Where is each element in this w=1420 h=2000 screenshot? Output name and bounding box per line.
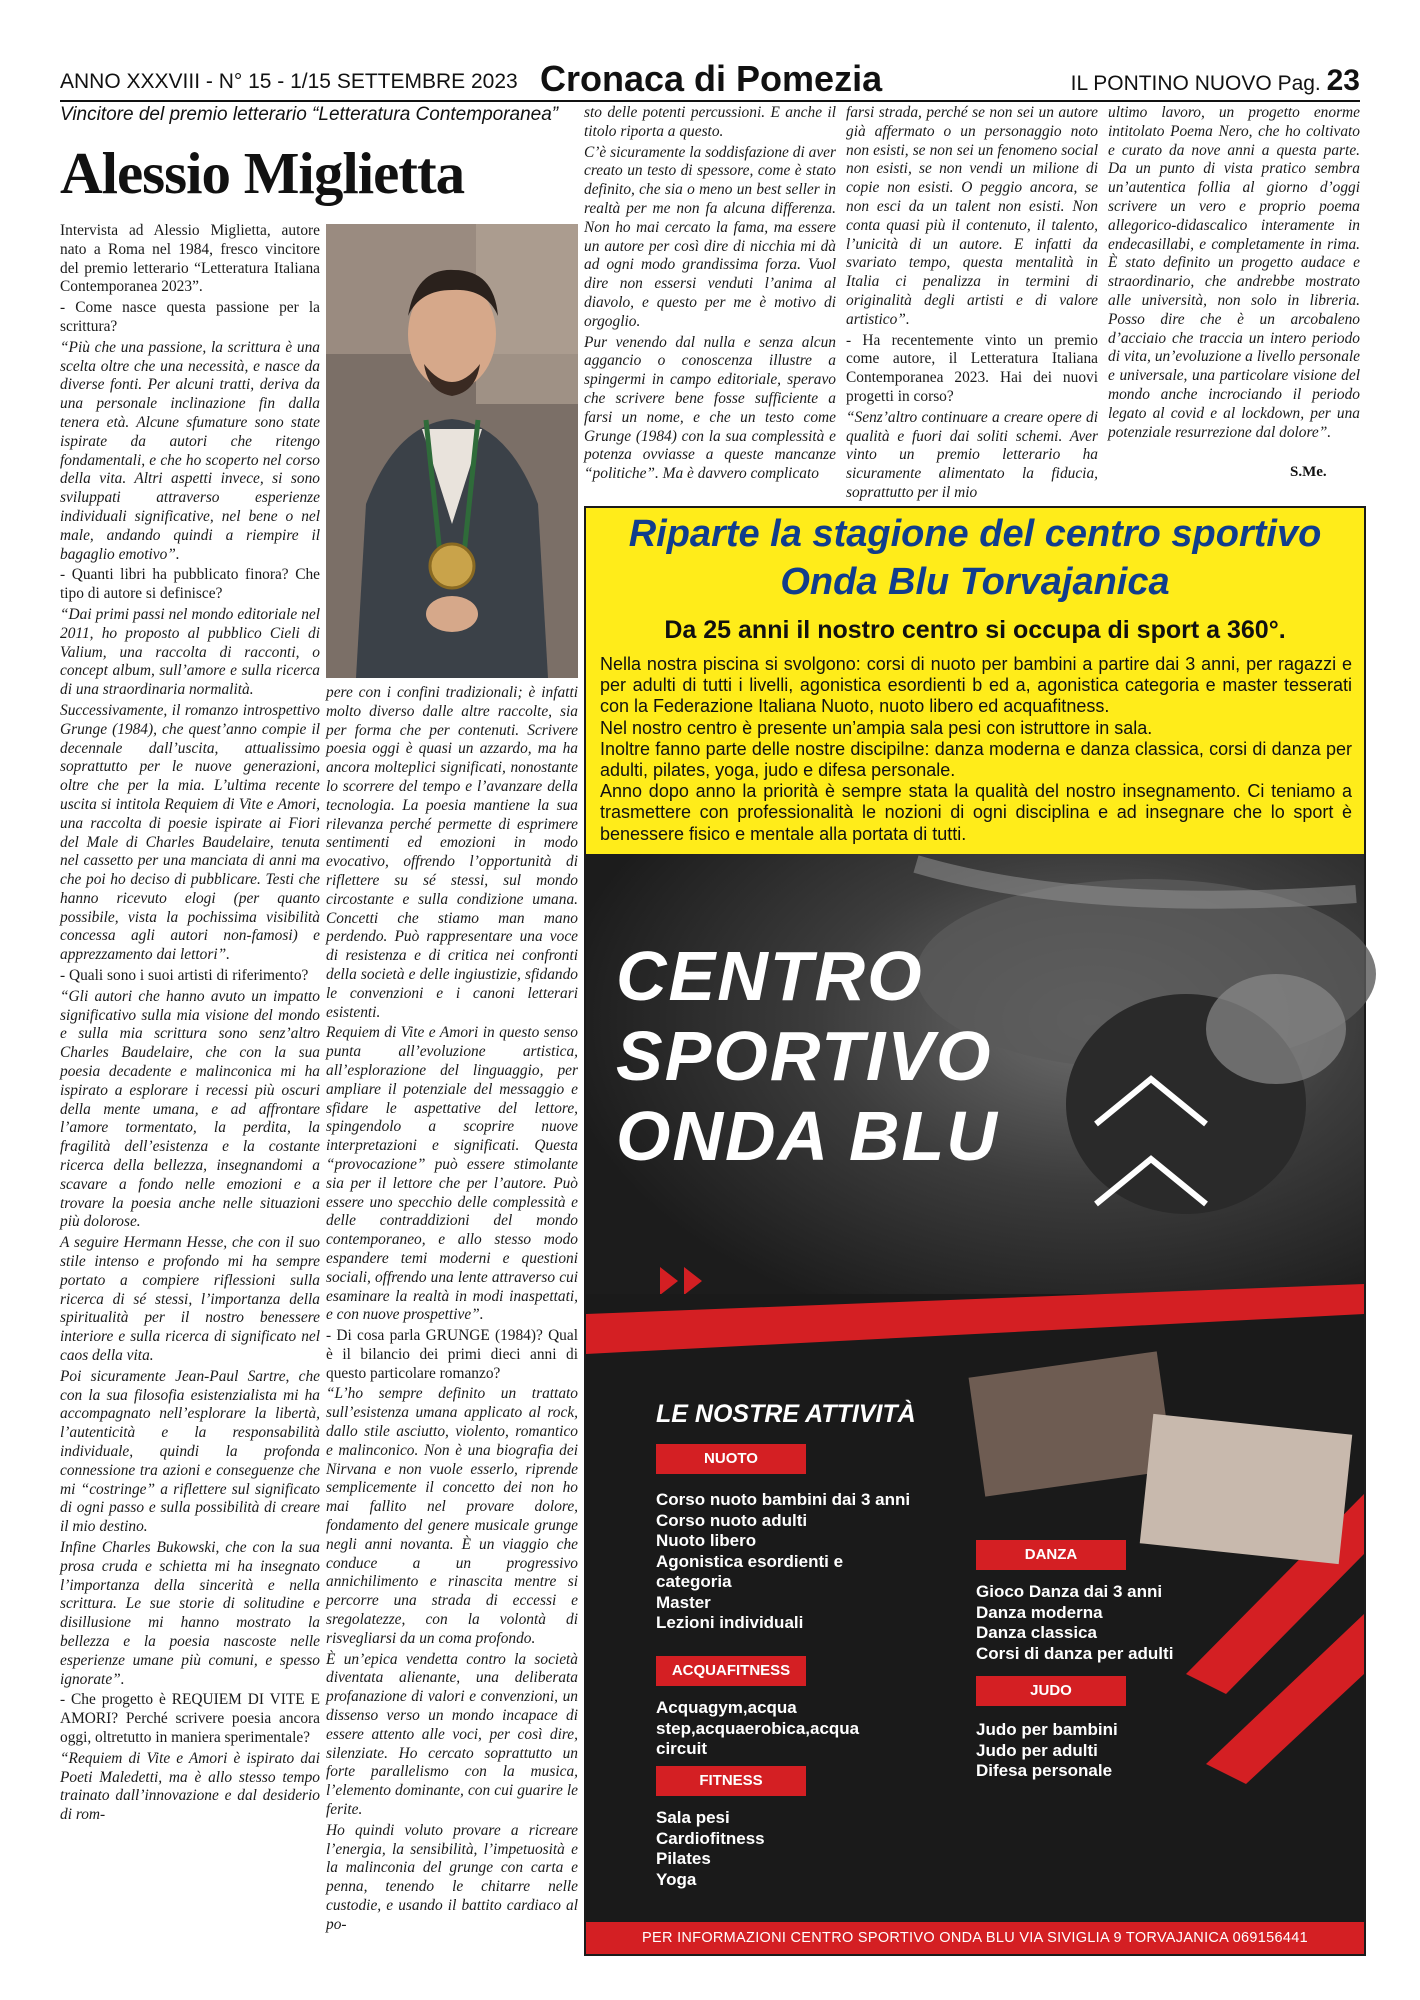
publication-name: IL PONTINO NUOVO Pag. bbox=[1070, 72, 1321, 95]
article-paragraph: Requiem di Vite e Amori in questo senso punta all’evoluzione artistica, all’esplorazione del linguaggio, per ampliare il potenziale del messaggio e sfidare le aspettative del lettore, spingendolo a scoprire nuove interpretazioni e significati. Questa “provocazione” può essere stimolante sia per il lettore che per l’autore. Può essere uno specchio delle complessità e delle contraddizioni del mondo contemporaneo, e allo stesso modo espandere temi moderni e questioni sociali, offrendo una lente attraverso cui esaminare la realtà in modi inaspettati, e con nuove prospettive”. bbox=[326, 1024, 578, 1324]
article-paragraph: pere con i confini tradizionali; è infatti molto diverso dalle altre raccolte, sia per forma che per contenuti. Scrivere poesia oggi è quasi un azzardo, ma ha ancora molteplici significati, nonostante lo scorrere del tempo e l’avanzare della tecnologia. La poesia mantiene la sua rilevanza perché permette di esprimere sentimenti ed emozioni in modo evocativo, offrendo l’opportunità di riflettere su sé stessi, sul mondo circostante e sulla condizione umana. Concetti che stiamo man mano perdendo. Può rappresentare una voce di resistenza e di critica nei confronti della società e delle ingiustizie, sfidando le convenzioni e i canoni letterari esistenti. bbox=[326, 684, 578, 1021]
article-paragraph: Intervista ad Alessio Miglietta, autore nato a Roma nel 1984, fresco vincitore del premio letterario “Letteratura Italiana Contemporanea 2023”. bbox=[60, 222, 320, 296]
activity-item: Sala pesi bbox=[656, 1808, 730, 1827]
article-paragraph: - Ha recentemente vinto un premio come autore, il Letteratura Italiana Contemporanea 2023. Hai dei nuovi progetti in corso? bbox=[846, 331, 1098, 405]
activity-item: categoria bbox=[656, 1572, 732, 1591]
article-paragraph: A seguire Hermann Hesse, che con il suo stile intenso e profondo mi ha sempre portato a compiere riflessioni sulla ricerca di sé stessi, l’importanza della spiritualità per il nostro benessere interiore e sulla ricerca di significato nel caos della vita. bbox=[60, 1234, 320, 1365]
danza-label: DANZA bbox=[976, 1540, 1126, 1570]
ad-paragraph: Nel nostro centro è presente un’ampia sala pesi con istruttore in sala. bbox=[600, 717, 1153, 738]
ad-body-text bbox=[600, 654, 1352, 845]
ad-poster bbox=[586, 854, 1364, 1954]
ad-title-line-2: Onda Blu Torvajanica bbox=[780, 561, 1170, 603]
article-paragraph: C’è sicuramente la soddisfazione di aver creato un testo di spessore, come è stato definito, che sia o meno un best seller in realtà per me non fa alcuna differenza. Non ho mai cercato la fama, ma essere un autore per così dire di nicchia mi dà ad ogni modo grandissima forza. Vuol dire non essersi venduti l’anima al diavolo, e questo per me è motivo di orgoglio. bbox=[584, 143, 836, 330]
activity-item: circuit bbox=[656, 1739, 708, 1758]
article-column-1 bbox=[60, 222, 320, 1950]
activity-item: Gioco Danza dai 3 anni bbox=[976, 1582, 1163, 1601]
activity-item: Master bbox=[656, 1592, 711, 1612]
publication-info bbox=[1071, 64, 1360, 98]
brand-logo-text bbox=[616, 936, 999, 1176]
article-paragraph: farsi strada, perché se non sei un autore già affermato o un personaggio noto non esisti, se non sei un fenomeno social non esisti, se non vendi un milione di copie non esisti. O peggio ancora, se non esci da un talent non esisti. Non conta quasi più il contenuto, il talento, l’unicità di un autore. E infatti da svariato tempo, questa mentalità in Italia ci penalizza in termini di originalità degli artisti e di valore artistico”. bbox=[846, 104, 1098, 328]
article-paragraph: Ho quindi voluto provare a ricreare l’energia, la sensibilità, l’impetuosità e la malinconia del grunge con carta e penna, tenendo le chitarre nelle custodie, e usando il battito cardiaco al po- bbox=[326, 1821, 578, 1933]
article-signature: S.Me. bbox=[1290, 464, 1327, 480]
article-paragraph: Pur venendo dal nulla e senza alcun aggancio o conoscenza illustre a spingermi in campo editoriale, speravo che scrivere bene fosse sufficiente a farsi un nome, e che un testo come Grunge (1984) con la sua complessità e potenza ovviasse a queste mancanze “politiche”. Ma è davvero complicato bbox=[584, 333, 836, 483]
article-paragraph: - Come nasce questa passione per la scrittura? bbox=[60, 299, 320, 335]
activity-item: Corso nuoto bambini dai 3 anni bbox=[656, 1490, 911, 1509]
article-paragraph: Successivamente, il romanzo introspettivo Grunge (1984), che quest’anno compie il decennale dall’uscita, attualissimo soprattutto per le nuove generazioni, oltre che per la mia. L’ultima recente uscita si intitola Requiem di Vite e Amori, una raccolta di poesie ispirate ai Fiori del Male di Charles Baudelaire, tenuta nel cassetto per una manciata di anni ma che poi ho deciso di pubblicare. Testi che hanno ricevuto elogi (per quanto possibile, vista la pochissima visibilità concessa agli autori non-famosi) e apprezzamento dai lettori”. bbox=[60, 701, 320, 964]
activity-item: Difesa personale bbox=[976, 1761, 1113, 1780]
article-paragraph: “L’ho sempre definito un trattato sull’esistenza umana applicato al rock, dallo stile asciutto, violento, romantico e malinconico. Non è una biografia dei Nirvana e non vuole esserlo, riprende semplicemente il concetto dei non ho mai fallito nel provare dolore, fondamento del genere musicale grunge negli anni novanta. È un viaggio che conduce a un progressivo annichilimento e rinascita mentre si percorre una strada di eccessi e sregolatezze, con la volontà di risvegliarsi da un coma profondo. bbox=[326, 1385, 578, 1647]
swimmer-hero-image bbox=[586, 854, 1364, 1329]
article-column-2 bbox=[326, 684, 578, 1950]
activity-item: Corsi di danza per adulti bbox=[976, 1643, 1174, 1663]
activity-item: Nuoto libero bbox=[656, 1531, 757, 1550]
article-paragraph: È un’epica vendetta contro la società diventata alienante, una deliberata profanazione di valori e convenzioni, un dissenso verso un mondo incapace di essere attento alle voci, per così dire, silenziate. Ho cercato soprattutto un forte parallelismo con la musica, l’elemento dominante, con cui guarire le ferite. bbox=[326, 1650, 578, 1819]
brand-line: ONDA BLU bbox=[616, 1097, 999, 1175]
fitness-label: FITNESS bbox=[656, 1766, 806, 1796]
activity-item: step,acquaerobica,acqua bbox=[656, 1718, 860, 1738]
acquafitness-list bbox=[656, 1698, 956, 1760]
ad-title bbox=[586, 510, 1364, 606]
article-paragraph: Infine Charles Bukowski, che con la sua prosa cruda e schietta mi ha insegnato l’importanza della sincerità e nella scrittura. Le sue storie di solitudine e disillusione mi hanno mostrato la bellezza e la poesia nascoste nelle esperienze umane più comuni, e spesso ignorate”. bbox=[60, 1538, 320, 1688]
article-paragraph: sto delle potenti percussioni. E anche il titolo riporta a questo. bbox=[584, 104, 836, 140]
acquafitness-label: ACQUAFITNESS bbox=[656, 1656, 806, 1686]
nuoto-label: NUOTO bbox=[656, 1444, 806, 1474]
section-title: Cronaca di Pomezia bbox=[540, 58, 883, 99]
article-paragraph: “Requiem di Vite e Amori è ispirato dai Poeti Maledetti, ma è allo stesso tempo trainato dall’innovazione e dal desiderio di rom- bbox=[60, 1749, 320, 1824]
article-headline: Alessio Miglietta bbox=[60, 140, 465, 206]
article-paragraph: “Più che una passione, la scrittura è una scelta oltre che una necessità, e nasce da diverse fonti. Per alcuni tratti, deriva da una personale inclinazione fin dalla tenera età. Alcune sfumature sono state ispirate da autori che ritengo fondamentali, e che ho scoperto nel corso della vita. Altri aspetti invece, si sono sviluppati attraverso esperienze individuali significative, nel bene o nel male, andando quindi a riempire il bagaglio emotivo”. bbox=[60, 338, 320, 563]
article-paragraph: - Che progetto è REQUIEM DI VITE E AMORI? Perché scrivere poesia ancora oggi, oltretutto in maniera sperimentale? bbox=[60, 1691, 320, 1746]
double-chevron-right-icon bbox=[656, 1264, 716, 1298]
article-paragraph: - Di cosa parla GRUNGE (1984)? Qual è il bilancio dei primi dieci anni di questo particolare romanzo? bbox=[326, 1327, 578, 1382]
article-paragraph: “Gli autori che hanno avuto un impatto significativo sulla mia visione del mondo e sulla mia scrittura sono senz’altro Charles Baudelaire, che con la sua poesia decadente e malinconica mi ha ispirato a esplorare i recessi più oscuri della mente umana, e ad affrontare l’amore tormentato, la perdita, la fragilità dell’esistenza e la costante ricerca della bellezza, insegnandomi a scavare a fondo nelle emozioni e a trovare la poesia anche nelle situazioni più dolorose. bbox=[60, 987, 320, 1231]
ad-paragraph: Anno dopo anno la priorità è sempre stata la qualità del nostro insegnamento. Ci teniamo a trasmettere con professionalità le nozioni di ogni disciplina e ad insegnare che lo sport è benessere fisico e mentale alla portata di tutti. bbox=[600, 781, 1352, 844]
activity-item: Danza classica bbox=[976, 1623, 1097, 1642]
issue-info: ANNO XXXVIII - N° 15 - 1/15 SETTEMBRE 2023 bbox=[60, 70, 518, 93]
author-photo bbox=[326, 224, 578, 678]
article-paragraph: - Quali sono i suoi artisti di riferimento? bbox=[60, 967, 309, 985]
ad-title-line-1: Riparte la stagione del centro sportivo bbox=[628, 513, 1322, 555]
chevron-up-icons bbox=[1086, 1054, 1216, 1244]
activity-item: Lezioni individuali bbox=[656, 1613, 804, 1632]
activity-item: Yoga bbox=[656, 1869, 697, 1889]
article-paragraph: “Senz’altro continuare a creare opere di qualità e fuori dai soliti schemi. Aver vinto un premio letterario ha sicuramente alimentato la fiducia, soprattutto per il mio bbox=[846, 408, 1098, 501]
brand-line: CENTRO bbox=[616, 937, 924, 1015]
activity-item: Judo per adulti bbox=[976, 1740, 1098, 1760]
danza-list bbox=[976, 1582, 1256, 1664]
fitness-list bbox=[656, 1808, 956, 1890]
nuoto-list bbox=[656, 1490, 956, 1634]
sports-center-ad bbox=[584, 506, 1366, 1956]
article-column-3 bbox=[584, 104, 836, 483]
article-column-4 bbox=[846, 104, 1098, 501]
page-number: 23 bbox=[1326, 64, 1360, 97]
article-kicker: Vincitore del premio letterario “Letteratura Contemporanea” bbox=[60, 104, 559, 125]
activity-item: Danza moderna bbox=[976, 1602, 1103, 1622]
ad-paragraph: Inoltre fanno parte delle nostre discipilne: danza moderna e danza classica, corsi di danza per adulti, pilates, yoga, judo e difesa personale. bbox=[600, 738, 1352, 781]
ad-paragraph: Nella nostra piscina si svolgono: corsi di nuoto per bambini a partire dai 3 anni, per ragazzi e per adulti di tutti i livelli, agonistica esordienti b ed a, agonistica categoria e master tesserati con la Federazione Italiana Nuoto, nuoto libero ed acquafitness. bbox=[600, 654, 1352, 717]
article-paragraph: ultimo lavoro, un progetto enorme intitolato Poema Nero, che ho coltivato e curato da nove anni a questa parte. Da un punto di vista pratico sembra un’autentica follia al giorno d’oggi scrivere un vero e proprio poema allegorico-didascalico interamente in endecasillabi, e completamente in rima. È stato definito un progetto audace e straordinario, che andrebbe mostrato alle università, non solo in libreria. Posso dire che è un arcobaleno d’acciaio che traccia un intero periodo di vita, un’evoluzione a livello personale e universale, una particolare visione del mondo anche incrociando il periodo legato al covid e al lockdown, per una potenziale resurrezione dal dolore”. bbox=[1108, 104, 1360, 441]
activities-title: LE NOSTRE ATTIVITÀ bbox=[656, 1400, 916, 1428]
author-portrait-illustration bbox=[326, 224, 578, 678]
brand-line: SPORTIVO bbox=[616, 1017, 993, 1095]
judo-list bbox=[976, 1720, 1256, 1782]
activity-item: Corso nuoto adulti bbox=[656, 1510, 808, 1530]
activity-item: Cardiofitness bbox=[656, 1828, 765, 1848]
article-paragraph: “Dai primi passi nel mondo editoriale nel 2011, ho proposto al pubblico Cieli di Valium, una raccolta di racconti, o concept album, sull’amore e sulla ricerca di una straordinaria normalità. bbox=[60, 605, 320, 699]
article-paragraph: Poi sicuramente Jean-Paul Sartre, che con la sua filosofia esistenzialista mi ha accompagnato nell’esplorare la libertà, l’autenticità e la responsabilità individuale, quindi la profonda connessione tra azioni e conseguenze che mi “costringe” a riflettere sul significato di ogni passo e sulla possibilità di creare il mio destino. bbox=[60, 1367, 320, 1536]
article-column-5 bbox=[1108, 104, 1360, 460]
ad-contact-footer: PER INFORMAZIONI CENTRO SPORTIVO ONDA BLU VIA SIVIGLIA 9 TORVAJANICA 069156441 bbox=[586, 1922, 1364, 1954]
activity-item: Pilates bbox=[656, 1849, 711, 1868]
judo-label: JUDO bbox=[976, 1676, 1126, 1706]
activity-item: Judo per bambini bbox=[976, 1720, 1118, 1739]
article-paragraph: - Quanti libri ha pubblicato finora? Che tipo di autore si definisce? bbox=[60, 566, 320, 603]
activity-item: Acquagym,acqua bbox=[656, 1698, 797, 1717]
ad-subtitle: Da 25 anni il nostro centro si occupa di sport a 360°. bbox=[664, 616, 1286, 644]
activity-item: Agonistica esordienti e bbox=[656, 1551, 844, 1571]
page-header bbox=[60, 58, 1360, 102]
